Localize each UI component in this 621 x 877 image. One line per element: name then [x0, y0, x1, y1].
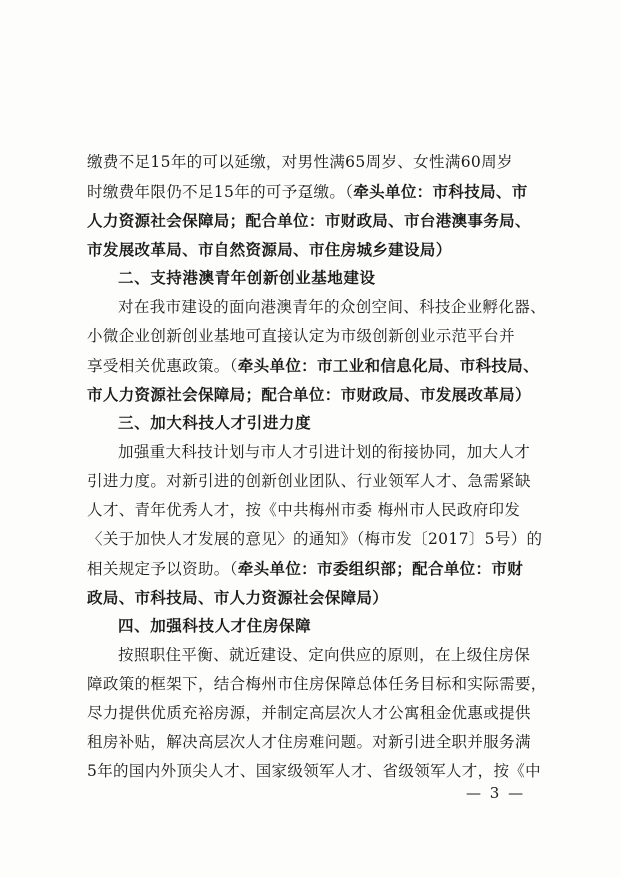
document-body — [87, 148, 547, 786]
paragraph-4-line-5: 5年的国内外顶尖人才、国家级领军人才、省级领军人才，按《中 — [87, 762, 542, 780]
paragraph-3-line-3: 人才、青年优秀人才，按《中共梅州市委 梅州市人民政府印发 — [87, 501, 521, 519]
page-number: — 3 — — [466, 784, 526, 802]
paragraph-4-line-2: 障政策的框架下，结合梅州市住房保障总体任务目标和实际需要， — [87, 675, 547, 693]
paragraph-4-line-4: 租房补贴，解决高层次人才住房难问题。对新引进全职并服务满 — [87, 733, 531, 751]
paragraph-1-line-2-text: 时缴费年限仍不足15年的可予趸缴。（ — [87, 183, 354, 201]
section-heading-4: 四、加强科技人才住房保障 — [118, 617, 312, 635]
paragraph-2-line-3 — [87, 351, 547, 380]
paragraph-3-line-5-text: 相关规定予以资助。（ — [87, 560, 238, 578]
paragraph-3-line-6: 政局、市科技局、市人力资源社会保障局） — [87, 588, 389, 607]
paragraph-1-line-2-bold: 牵头单位：市科技局、市 — [353, 182, 528, 201]
paragraph-3-line-5-bold: 牵头单位：市委组织部；配合单位：市财 — [237, 559, 524, 578]
paragraph-1-line-1: 缴费不足15年的可以延缴，对男性满65周岁、女性满60周岁 — [87, 153, 513, 171]
paragraph-4-line-3: 尽力提供优质充裕房源，并制定高层次人才公寓租金优惠或提供 — [87, 704, 531, 722]
paragraph-3-line-1: 加强重大科技计划与市人才引进计划的衔接协同，加大人才 — [118, 443, 531, 461]
paragraph-1-line-2 — [87, 177, 547, 206]
paragraph-2-line-1: 对在我市建设的面向港澳青年的众创空间、科技企业孵化器、 — [118, 298, 546, 316]
paragraph-3-line-2: 引进力度。对新引进的创新创业团队、行业领军人才、急需紧缺 — [87, 472, 531, 490]
paragraph-3-line-5 — [87, 554, 547, 583]
paragraph-2-line-3-text: 享受相关优惠政策。（ — [87, 357, 238, 375]
paragraph-2-line-2: 小微企业创新创业基地可直接认定为市级创新创业示范平台并 — [87, 327, 515, 345]
paragraph-3-line-4: 〈关于加快人才发展的意见〉的通知》（梅市发〔2017〕5号）的 — [87, 530, 543, 548]
paragraph-1-line-4: 市发展改革局、市自然资源局、市住房城乡建设局） — [87, 240, 452, 259]
paragraph-4-line-1: 按照职住平衡、就近建设、定向供应的原则，在上级住房保 — [118, 646, 531, 664]
paragraph-2-line-4: 市人力资源社会保障局；配合单位：市财政局、市发展改革局） — [87, 385, 531, 404]
section-heading-2: 二、支持港澳青年创新创业基地建设 — [118, 269, 376, 287]
paragraph-1-line-3: 人力资源社会保障局；配合单位：市财政局、市台港澳事务局、 — [87, 211, 531, 230]
paragraph-2-line-3-bold: 牵头单位：市工业和信息化局、市科技局、 — [237, 356, 539, 375]
section-heading-3: 三、加大科技人才引进力度 — [118, 414, 312, 432]
